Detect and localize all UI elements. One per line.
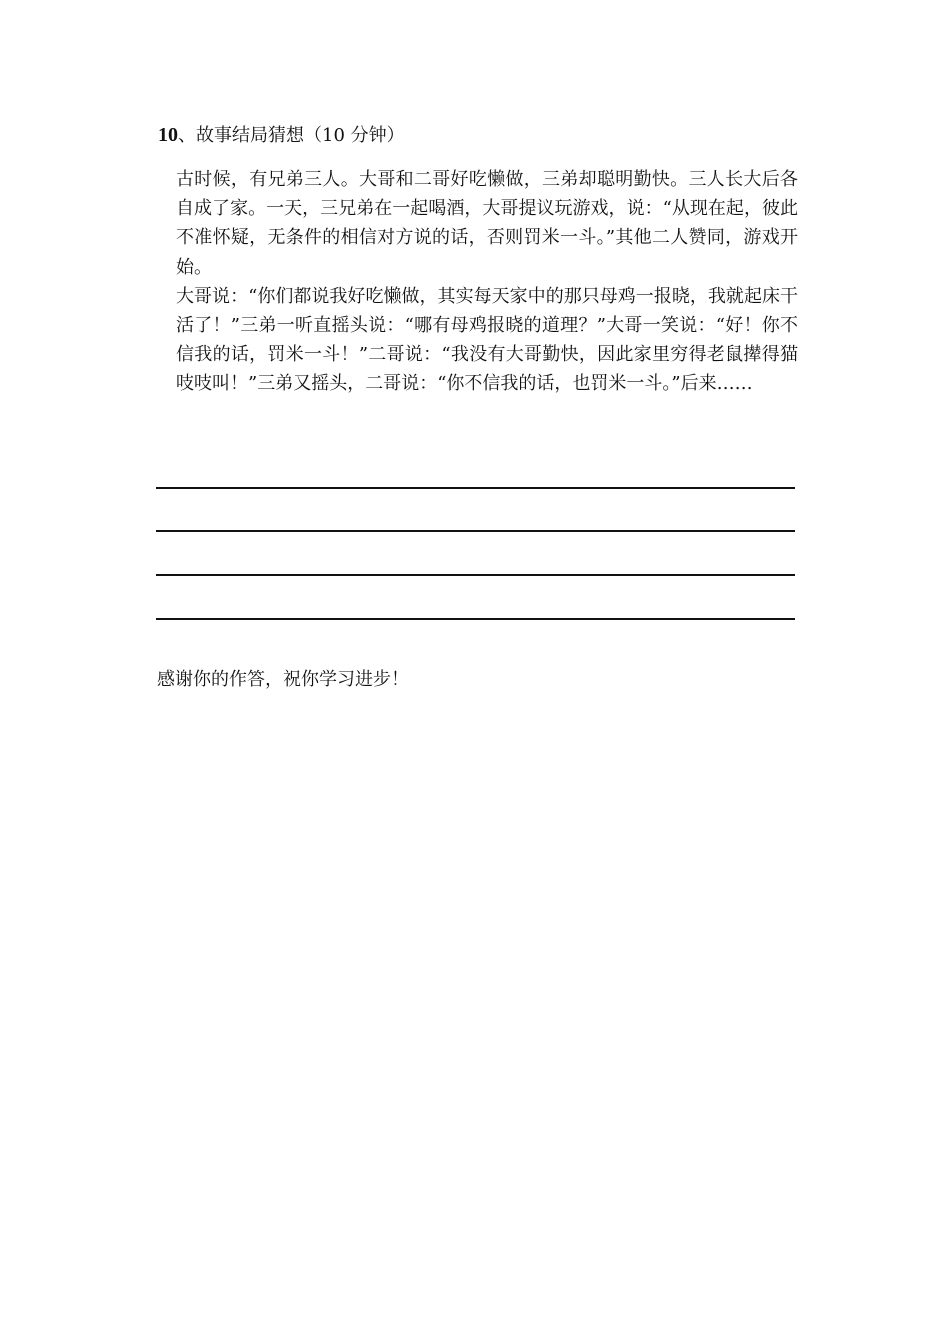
story-passage (176, 165, 798, 399)
answer-line-1[interactable] (156, 487, 795, 489)
story-paragraph-2: 大哥说：“你们都说我好吃懒做，其实每天家中的那只母鸡一报晓，我就起床干活了！”三弟一听直摇头说：“哪有母鸡报晓的道理？”大哥一笑说：“好！你不信我的话，罚米一斗！”二哥说：“我没有大哥勤快，因此家里穷得老鼠撵得猫吱吱叫！”三弟又摇头，二哥说：“你不信我的话，也罚米一斗。”后来…… (176, 285, 798, 395)
answer-line-3[interactable] (156, 574, 795, 576)
closing-message: 感谢你的作答，祝你学习进步！ (157, 669, 409, 690)
question-heading (158, 122, 405, 149)
story-paragraph-1: 古时候，有兄弟三人。大哥和二哥好吃懒做，三弟却聪明勤快。三人长大后各自成了家。一天，三兄弟在一起喝酒，大哥提议玩游戏，说：“从现在起，彼此不准怀疑，无条件的相信对方说的话，否则罚米一斗。”其他二人赞同，游戏开始。 (176, 169, 798, 278)
question-number: 10 (158, 124, 178, 146)
answer-line-4[interactable] (156, 618, 795, 620)
question-title: 、故事结局猜想（10 分钟） (178, 125, 405, 146)
answer-line-2[interactable] (156, 530, 795, 532)
